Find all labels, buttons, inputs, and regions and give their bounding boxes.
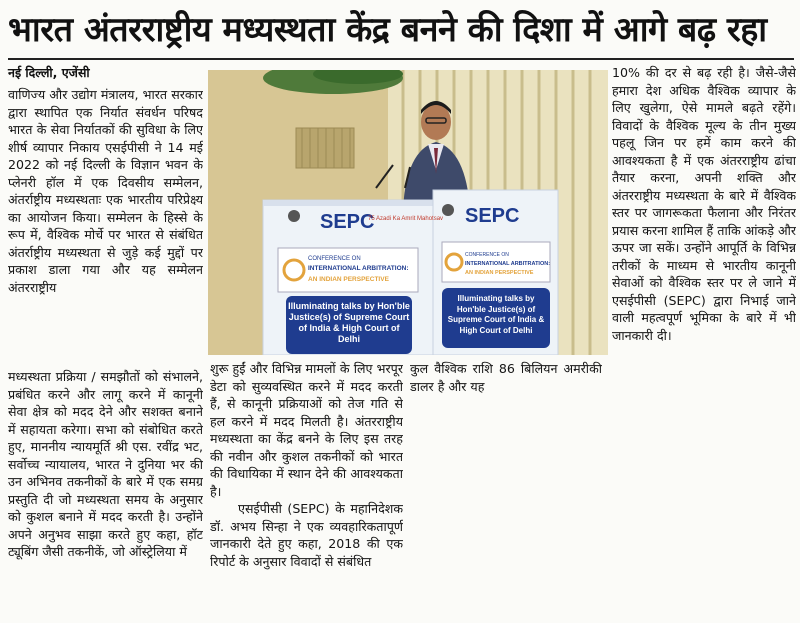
column-2 (210, 360, 403, 622)
svg-text:AN INDIAN PERSPECTIVE: AN INDIAN PERSPECTIVE (308, 276, 389, 283)
column-1-top-text: वाणिज्य और उद्योग मंत्रालय, भारत सरकार द्वारा स्थापित एक निर्यात संवर्धन परिषद भारत के सेवा निर्यातकों की सुविधा के लिए शीर्ष व्यापार निकाय एसईपीसी ने 14 मई 2022 को नई दिल्ली के विज्ञान भवन के प्लेनरी हॉल में एक दिवसीय सम्मेलन, अंतर्राष्ट्रीय मध्यस्थताः एक भारतीय परिप्रेक्ष्य का आयोजन किया। सम्मेलन के हिस्से के रूप में, वैश्विक मोर्चे पर भारत से संबंधित अंतर्राष्ट्रीय मध्यस्थता से जुड़े कई मुद्दों पर प्रकाश डाला गया और यह सम्मेलन अंतरराष्ट्रीय (8, 87, 203, 295)
column-4 (612, 64, 796, 404)
svg-text:INTERNATIONAL ARBITRATION:: INTERNATIONAL ARBITRATION: (308, 265, 409, 272)
column-1-bottom-text: मध्यस्थता प्रक्रिया / समझौतों को संभालने, प्रबंधित करने और लागू करने में कानूनी सेवा क्षेत्र को मदद देने और सशक्त बनाने में सहायता करेगा। सभा को संबोधित करते हुए, माननीय न्यायमूर्ति श्री एस. रवींद्र भट, सर्वोच्च न्यायालय, भारत ने दुनिया भर की उन अभिनव तकनीकों के बारे में एक समग्र प्रस्तुति दी जो मध्यस्थता समय के अनुसार को कुशल बनाने में मदद करती है। उन्होंने अपने अनुभव साझा करते हुए कहा, हॉट ट्यूबिंग जैसी तकनीकें, जो ऑस्ट्रेलिया में (8, 369, 203, 559)
column-1-bottom (8, 368, 203, 620)
event-photo (208, 70, 608, 355)
azadi-logo: 75 Azadi Ka Amrit Mahotsav (368, 216, 444, 222)
headline: भारत अंतरराष्ट्रीय मध्यस्थता केंद्र बनने की दिशा में आगे बढ़ रहा (8, 10, 767, 50)
column-2-text: शुरू हुईं और विभिन्न मामलों के लिए भरपूर डेटा को सुव्यवस्थित करने में मदद करती हैं, से कानूनी प्रक्रियाओं को तेज गति से हल करने में मदद मिलती है। अंतरराष्ट्रीय मध्यस्थता का केंद्र बनने के लिए इस तरह की नवीन और कुशल तकनीकों को भारत की विधायिका में स्थान देने की आवश्यकता है। (210, 361, 403, 499)
talk-banner-right: Illuminating talks by Hon'ble Justice(s) of Supreme Court of India & High Court of Delhi (447, 294, 545, 335)
column-1-top (8, 86, 203, 368)
svg-text:INTERNATIONAL ARBITRATION:: INTERNATIONAL ARBITRATION: (465, 261, 551, 267)
podium-logo: SEPC (320, 211, 375, 233)
column-3 (410, 360, 602, 400)
column-3-text: कुल वैश्विक राशि 86 बिलियन अमरीकी डालर है और यह (410, 361, 602, 394)
headline-rule (8, 58, 794, 60)
svg-text:AN INDIAN PERSPECTIVE: AN INDIAN PERSPECTIVE (465, 270, 534, 276)
event-photo-illustration (208, 70, 608, 355)
column-4-text: 10% की दर से बढ़ रही है। जैसे-जैसे हमारा देश अधिक वैश्विक व्यापार के लिए खुलेगा, ऐसे मामले बढ़ते रहेंगे। विवादों के वैश्विक मूल्य के तीन मुख्य पहलू जिन पर हमें काम करने की आवश्यकता है में एक अंतरराष्ट्रीय ढांचा तैयार करना, अपनी शक्ति और अंतरराष्ट्रीय मध्यस्थता के बारे में वैश्विक स्तर पर जागरूकता फैलाना और निरंतर प्रयास करना शामिल हैं ताकि आंकड़े और ऊपर जा सकें। उन्होंने आपूर्ति के विभिन्न तरीकों के माध्यम से भारतीय कानूनी सेवाओं को वैश्विक स्तर पर ले जाने में एसईपीसी (SEPC) द्वारा निभाई जाने वाली महत्वपूर्ण भूमिका के बारे में भी जानकारी दी। (612, 65, 796, 343)
column-2-text-b: एसईपीसी (SEPC) के महानिदेशक डॉ. अभय सिन्हा ने एक व्यवहारिकतापूर्ण जानकारी देते हुए कहा, 2018 की एक रिपोर्ट के अनुसार विवादों से संबंधित (210, 501, 403, 569)
podium-logo-right: SEPC (465, 205, 520, 227)
dateline: नई दिल्ली, एजेंसी (8, 65, 90, 80)
svg-text:CONFERENCE ON: CONFERENCE ON (465, 252, 509, 258)
talk-banner-left: Illuminating talks by Hon'ble Justice(s) of Supreme Court of India & High Court of Delhi (288, 301, 410, 344)
svg-text:CONFERENCE ON: CONFERENCE ON (308, 256, 361, 262)
